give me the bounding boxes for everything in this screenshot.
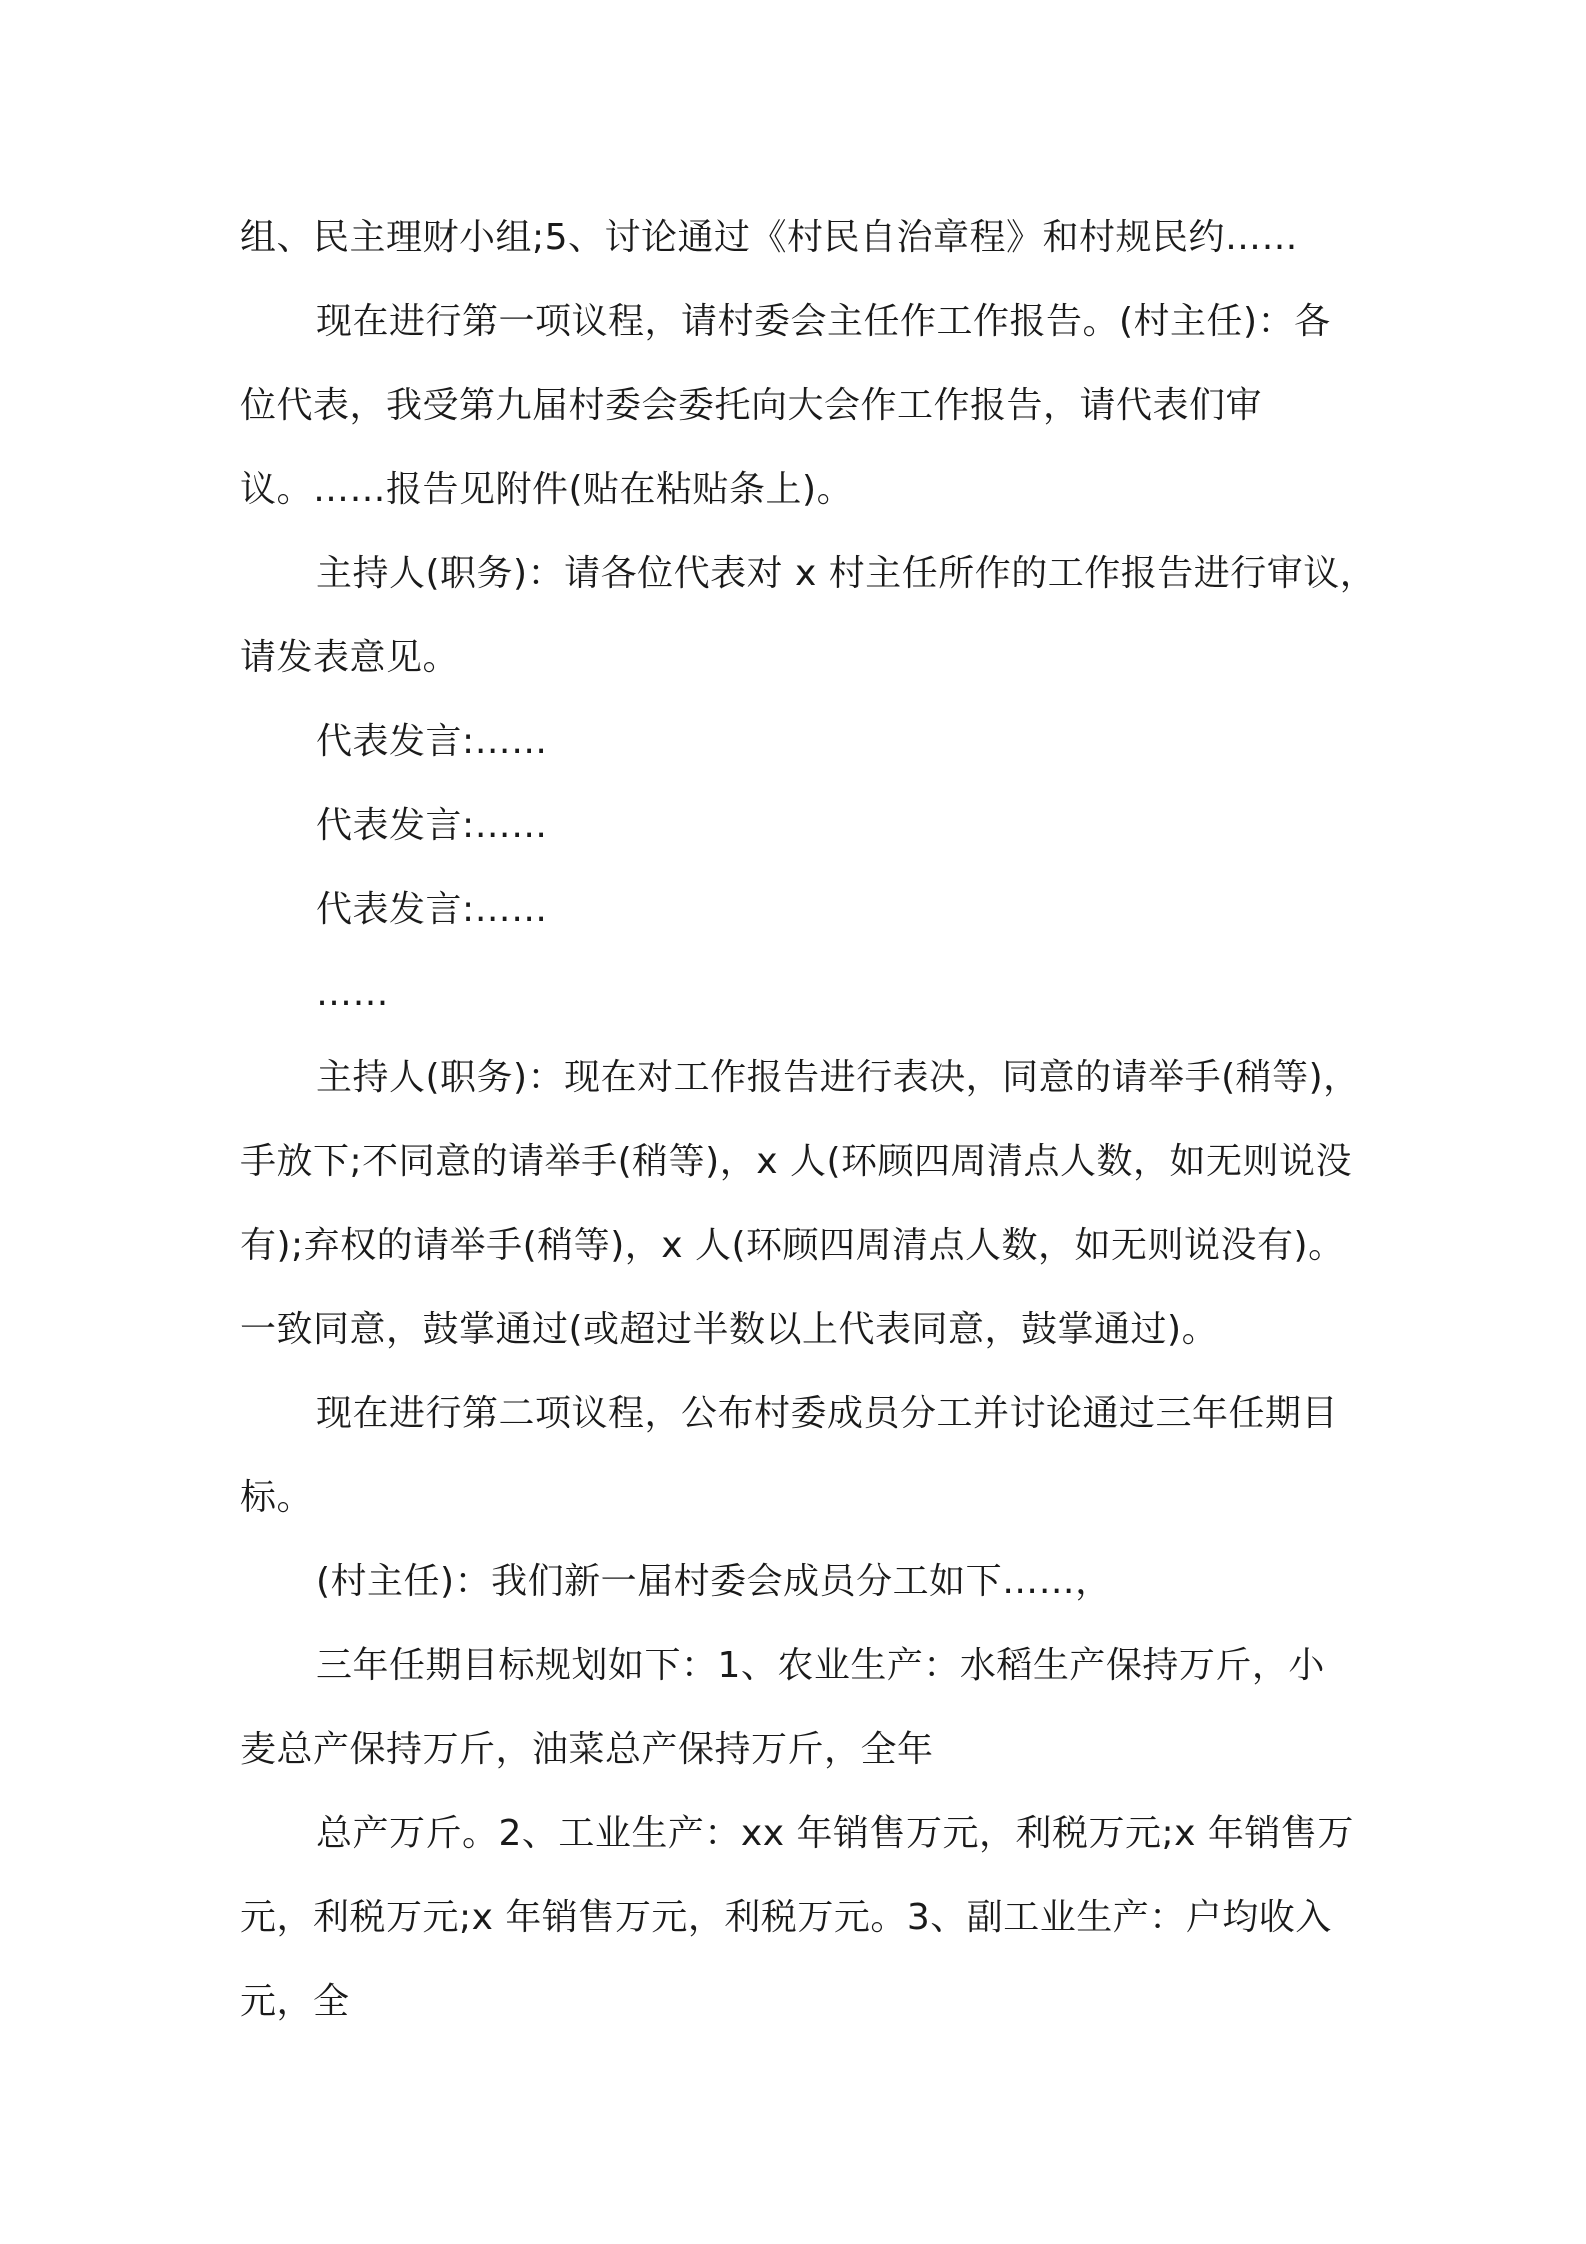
- text-line: 代表发言:……: [316, 721, 548, 762]
- text-line: 组、民主理财小组;5、讨论通过《村民自治章程》和村规民约……: [240, 217, 1299, 258]
- text-line: 元，利税万元;x 年销售万元，利税万元。3、副工业生产：户均收入: [240, 1897, 1332, 1938]
- text-line: 标。: [240, 1477, 314, 1518]
- text-line: 元，全: [240, 1981, 350, 2022]
- text-line: 三年任期目标规划如下：1、农业生产：水稻生产保持万斤，小: [316, 1645, 1325, 1686]
- text-line: 主持人(职务)：请各位代表对 x 村主任所作的工作报告进行审议，: [316, 553, 1377, 594]
- text-line: 手放下;不同意的请举手(稍等)，x 人(环顾四周清点人数，如无则说没: [240, 1141, 1353, 1182]
- text-line: 一致同意，鼓掌通过(或超过半数以上代表同意，鼓掌通过)。: [240, 1309, 1219, 1350]
- text-line: 现在进行第一项议程，请村委会主任作工作报告。(村主任)：各: [316, 301, 1331, 342]
- text-line: 请发表意见。: [240, 637, 460, 678]
- text-line: 总产万斤。2、工业生产：xx 年销售万元，利税万元;x 年销售万: [316, 1813, 1354, 1854]
- text-line: 麦总产保持万斤，油菜总产保持万斤，全年: [240, 1729, 934, 1770]
- text-line: ……: [316, 973, 389, 1014]
- text-line: 主持人(职务)：现在对工作报告进行表决，同意的请举手(稍等)，: [316, 1057, 1360, 1098]
- text-line: 位代表，我受第九届村委会委托向大会作工作报告，请代表们审: [240, 385, 1263, 426]
- text-line: 议。……报告见附件(贴在粘贴条上)。: [240, 469, 854, 510]
- text-line: 现在进行第二项议程，公布村委成员分工并讨论通过三年任期目: [316, 1393, 1339, 1434]
- text-line: 代表发言:……: [316, 889, 548, 930]
- text-line: 有);弃权的请举手(稍等)，x 人(环顾四周清点人数，如无则说没有)。: [240, 1225, 1345, 1266]
- text-line: (村主任)：我们新一届村委会成员分工如下……，: [316, 1561, 1112, 1602]
- text-line: 代表发言:……: [316, 805, 548, 846]
